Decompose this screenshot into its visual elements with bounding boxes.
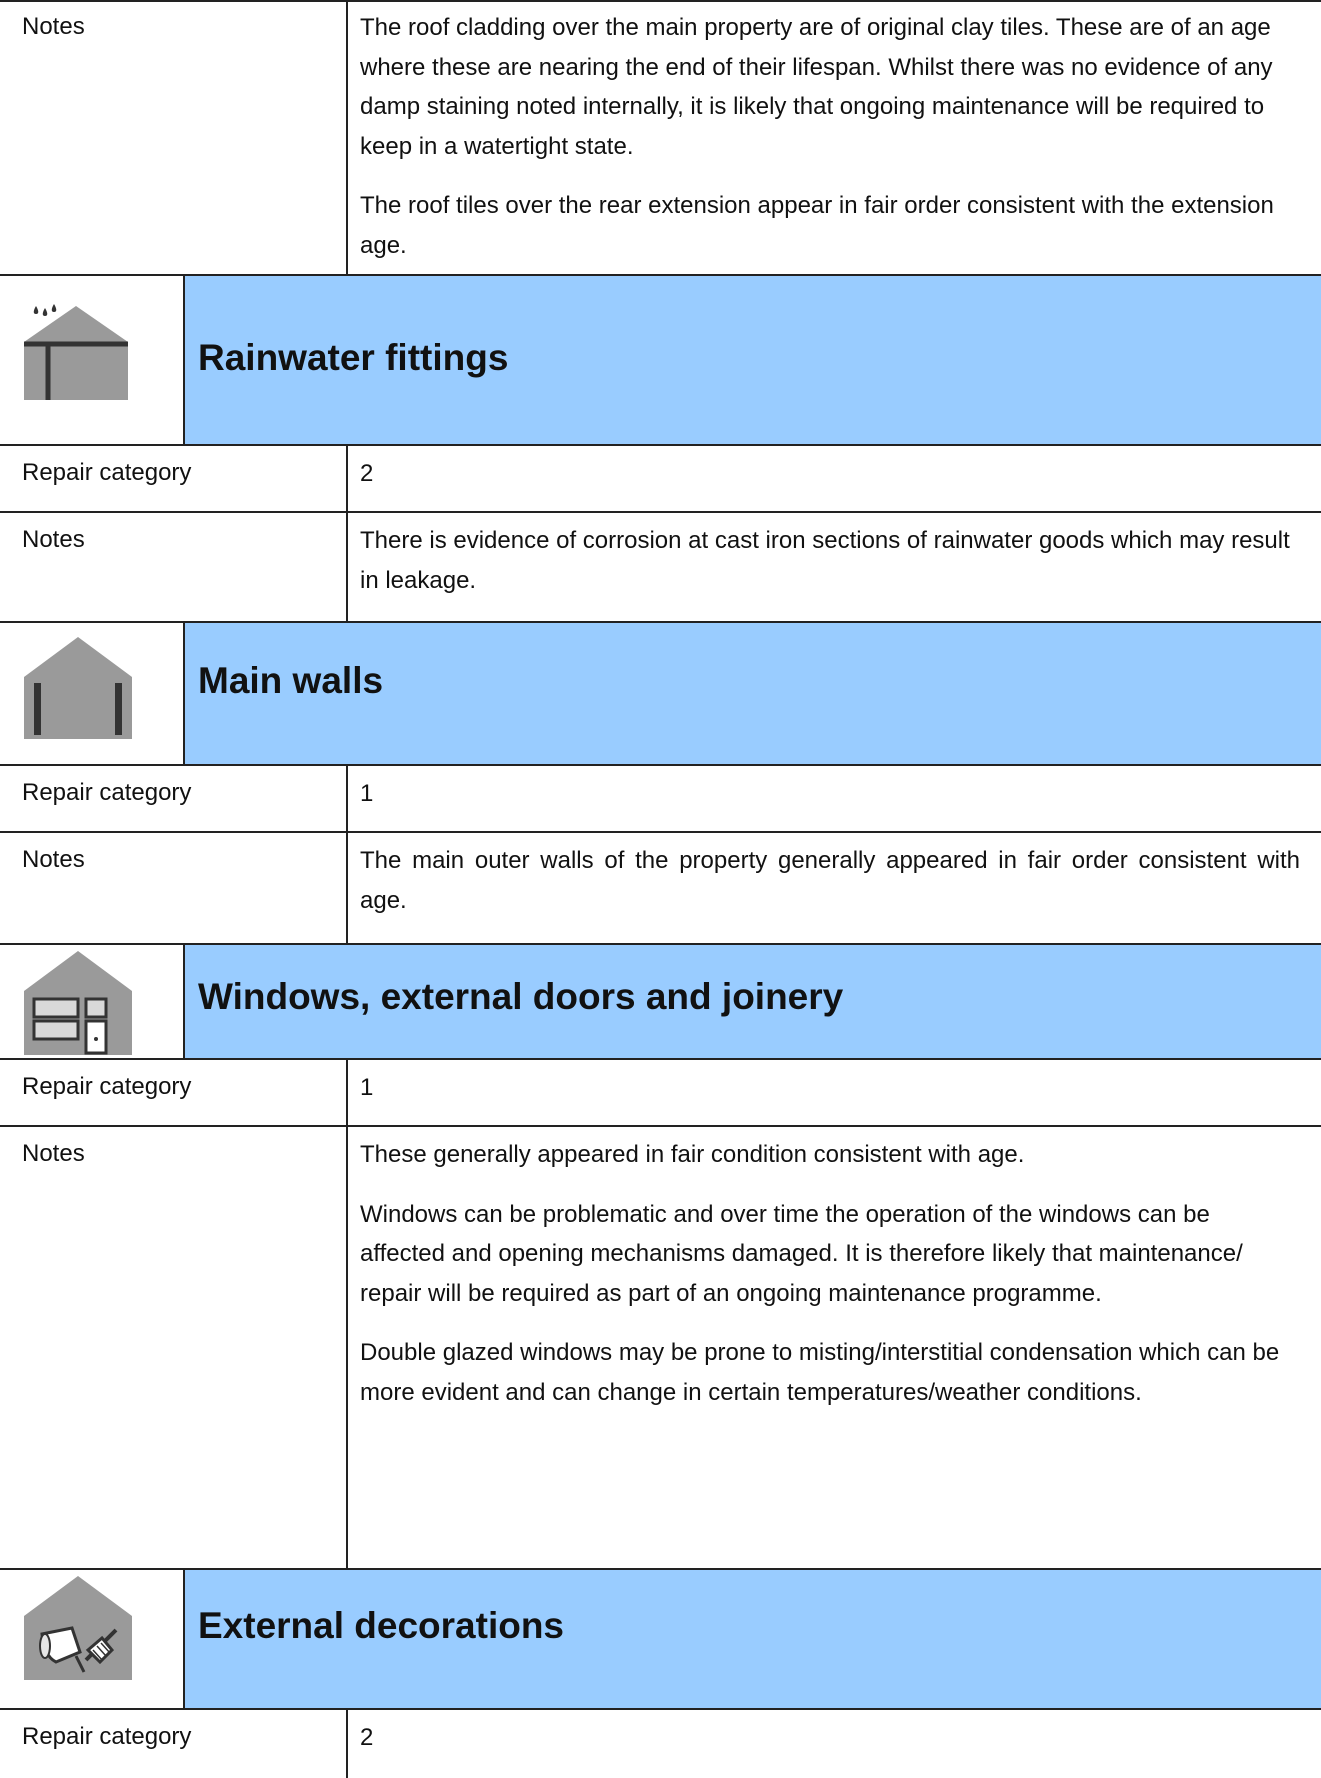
windows-icon	[24, 951, 132, 1055]
rainwater-notes-row	[0, 513, 1321, 623]
column-divider	[346, 766, 348, 831]
decorations-repair-label: Repair category	[22, 1723, 192, 1750]
walls-icon	[24, 635, 132, 739]
column-divider	[346, 1060, 348, 1125]
rainwater-icon	[24, 304, 128, 400]
windows-notes-paragraph-1: These generally appeared in fair condition consistent with age.	[360, 1141, 1025, 1168]
windows-notes-text	[360, 1135, 1300, 1412]
walls-notes-paragraph-1: The main outer walls of the property generally appeared in fair order consistent with age.	[360, 847, 1300, 914]
walls-notes-label: Notes	[22, 846, 85, 873]
walls-icon-cell	[0, 623, 183, 764]
walls-section-header	[0, 623, 1321, 766]
windows-repair-label: Repair category	[22, 1073, 192, 1100]
roof-notes-row	[0, 0, 1321, 276]
windows-repair-value: 1	[360, 1074, 374, 1101]
rainwater-repair-value: 2	[360, 460, 374, 487]
roof-notes-label: Notes	[22, 13, 85, 40]
rainwater-icon-cell	[0, 276, 183, 444]
rainwater-notes-label: Notes	[22, 526, 85, 553]
decorations-repair-row	[0, 1710, 1321, 1778]
windows-notes-paragraph-2: Windows can be problematic and over time the operation of the windows can be affected and opening mechanisms damaged. It is therefore likely that maintenance/ repair will be required as part of an ongoing maintenance programme.	[360, 1200, 1243, 1307]
rainwater-section-header	[0, 276, 1321, 446]
decorations-repair-value: 2	[360, 1724, 374, 1751]
decorations-icon-cell	[0, 1570, 183, 1708]
windows-notes-row	[0, 1127, 1321, 1570]
column-divider	[346, 446, 348, 511]
column-divider	[346, 513, 348, 621]
rainwater-notes-text	[360, 521, 1300, 600]
roof-notes-paragraph-1: The roof cladding over the main property are of original clay tiles. These are of an age where these are nearing the end of their lifespan. Whilst there was no evidence of any damp staining noted internally, it is likely that ongoing maintenance will be required to keep in a watertight state.	[360, 14, 1273, 160]
windows-section-title: Windows, external doors and joinery	[198, 976, 844, 1017]
rainwater-section-title: Rainwater fittings	[198, 337, 509, 378]
windows-repair-row	[0, 1060, 1321, 1127]
roof-notes-text	[360, 8, 1300, 265]
walls-notes-text	[360, 841, 1300, 920]
column-divider	[346, 0, 348, 274]
column-divider	[346, 833, 348, 943]
windows-notes-paragraph-3: Double glazed windows may be prone to misting/interstitial condensation which can be more evident and can change in certain temperatures/weather conditions.	[360, 1339, 1280, 1406]
walls-notes-row	[0, 833, 1321, 945]
decorations-section-header	[0, 1570, 1321, 1710]
rainwater-repair-label: Repair category	[22, 459, 192, 486]
windows-icon-cell	[0, 945, 183, 1058]
walls-repair-value: 1	[360, 780, 374, 807]
rainwater-repair-row	[0, 446, 1321, 513]
paint-icon	[24, 1576, 132, 1680]
decorations-section-title: External decorations	[198, 1605, 565, 1646]
roof-notes-paragraph-2: The roof tiles over the rear extension appear in fair order consistent with the extension age.	[360, 192, 1274, 259]
walls-repair-row	[0, 766, 1321, 833]
walls-section-title: Main walls	[198, 660, 384, 701]
rainwater-notes-paragraph-1: There is evidence of corrosion at cast iron sections of rainwater goods which may result in leakage.	[360, 527, 1290, 594]
windows-notes-label: Notes	[22, 1140, 85, 1167]
windows-section-header	[0, 945, 1321, 1060]
column-divider	[346, 1127, 348, 1568]
column-divider	[346, 1710, 348, 1778]
walls-repair-label: Repair category	[22, 779, 192, 806]
